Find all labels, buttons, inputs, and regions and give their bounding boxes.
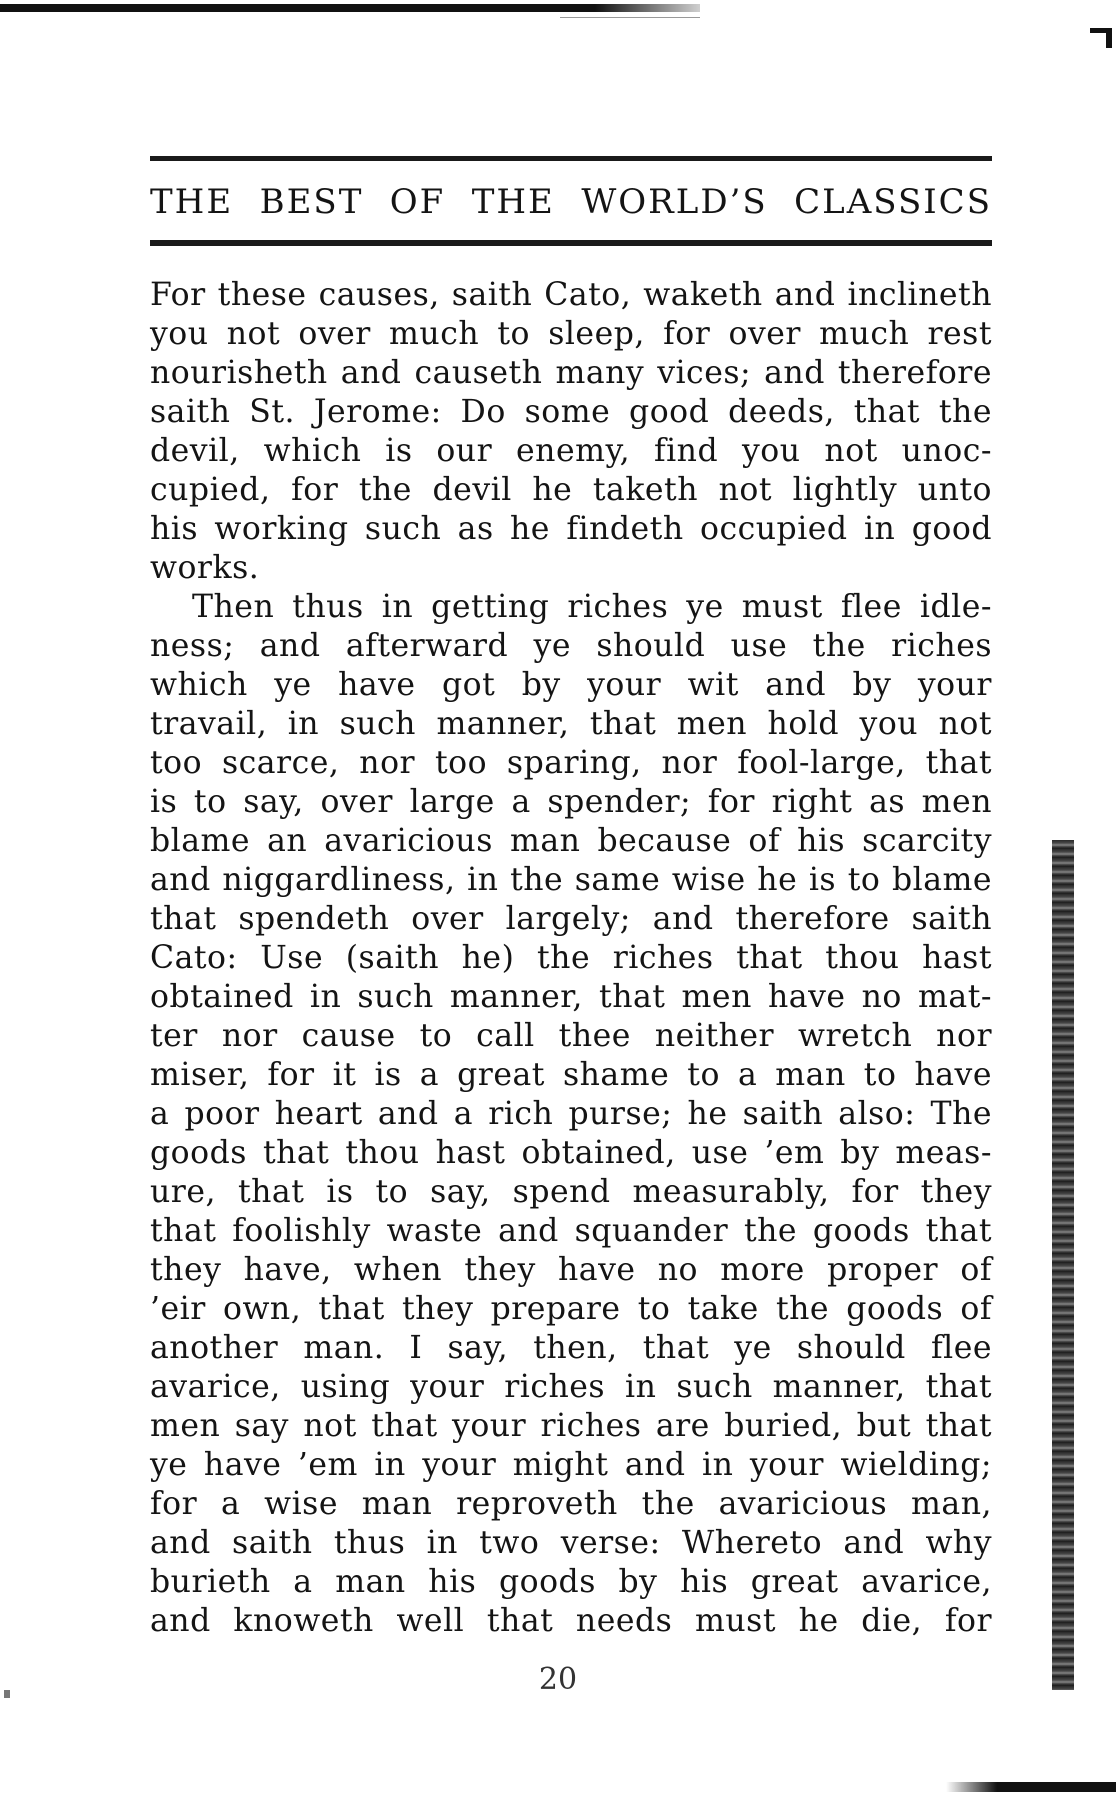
text-line: and saith thus in two verse: Whereto and why [150, 1525, 992, 1561]
text-line: is to say, over large a spender; for right as men [150, 784, 992, 820]
text-line: cupied, for the devil he taketh not lightly unto [150, 472, 992, 508]
text-line: ness; and afterward ye should use the riches [150, 628, 992, 664]
text-line: too scarce, nor too sparing, nor fool-large, that [150, 745, 992, 781]
text-line: another man. I say, then, that ye should flee [150, 1330, 992, 1366]
text-line: ’eir own, that they prepare to take the goods of [150, 1291, 992, 1327]
text-line: ye have ’em in your might and in your wielding; [150, 1447, 992, 1483]
text-line: ter nor cause to call thee neither wretch nor [150, 1018, 992, 1054]
text-line: saith St. Jerome: Do some good deeds, that the [150, 394, 992, 430]
text-line: and knoweth well that needs must he die, for [150, 1603, 992, 1639]
text-line: Cato: Use (saith he) the riches that thou hast [150, 940, 992, 976]
running-head: THE BEST OF THE WORLD’S CLASSICS [150, 182, 992, 222]
scan-bottom-edge [946, 1782, 1116, 1792]
text-line: his working such as he findeth occupied in good [150, 511, 992, 547]
text-line: travail, in such manner, that men hold you not [150, 706, 992, 742]
text-line: and niggardliness, in the same wise he is to blame [150, 862, 992, 898]
text-line: Then thus in getting riches ye must flee idle- [192, 589, 992, 625]
text-line: avarice, using your riches in such manner, that [150, 1369, 992, 1405]
header-rule-bottom [150, 240, 992, 246]
text-line: For these causes, saith Cato, waketh and inclineth [150, 277, 992, 313]
text-line: blame an avaricious man because of his scarcity [150, 823, 992, 859]
text-line: which ye have got by your wit and by your [150, 667, 992, 703]
text-line: devil, which is our enemy, find you not unoc- [150, 433, 992, 469]
text-line: men say not that your riches are buried, but that [150, 1408, 992, 1444]
body-text [150, 276, 992, 1641]
text-line: nourisheth and causeth many vices; and therefore [150, 355, 992, 391]
page-number: 20 [538, 1662, 578, 1697]
text-line: obtained in such manner, that men have no mat- [150, 979, 992, 1015]
text-line: you not over much to sleep, for over much rest [150, 316, 992, 352]
text-line: that spendeth over largely; and therefore saith [150, 901, 992, 937]
text-line: for a wise man reproveth the avaricious man, [150, 1486, 992, 1522]
binding-shadow [1052, 840, 1074, 1690]
scan-speck [4, 1690, 10, 1698]
text-line: ure, that is to say, spend measurably, for they [150, 1174, 992, 1210]
page-corner-mark [1090, 28, 1112, 48]
text-line: burieth a man his goods by his great avarice, [150, 1564, 992, 1600]
scan-top-edge [0, 4, 700, 12]
text-line: works. [150, 550, 260, 586]
header-rule-top [150, 156, 992, 161]
text-line: goods that thou hast obtained, use ’em by meas- [150, 1135, 992, 1171]
text-line: that foolishly waste and squander the goods that [150, 1213, 992, 1249]
text-line: they have, when they have no more proper of [150, 1252, 992, 1288]
text-line: miser, for it is a great shame to a man to have [150, 1057, 992, 1093]
text-line: a poor heart and a rich purse; he saith also: The [150, 1096, 992, 1132]
scan-top-rule [560, 17, 700, 18]
